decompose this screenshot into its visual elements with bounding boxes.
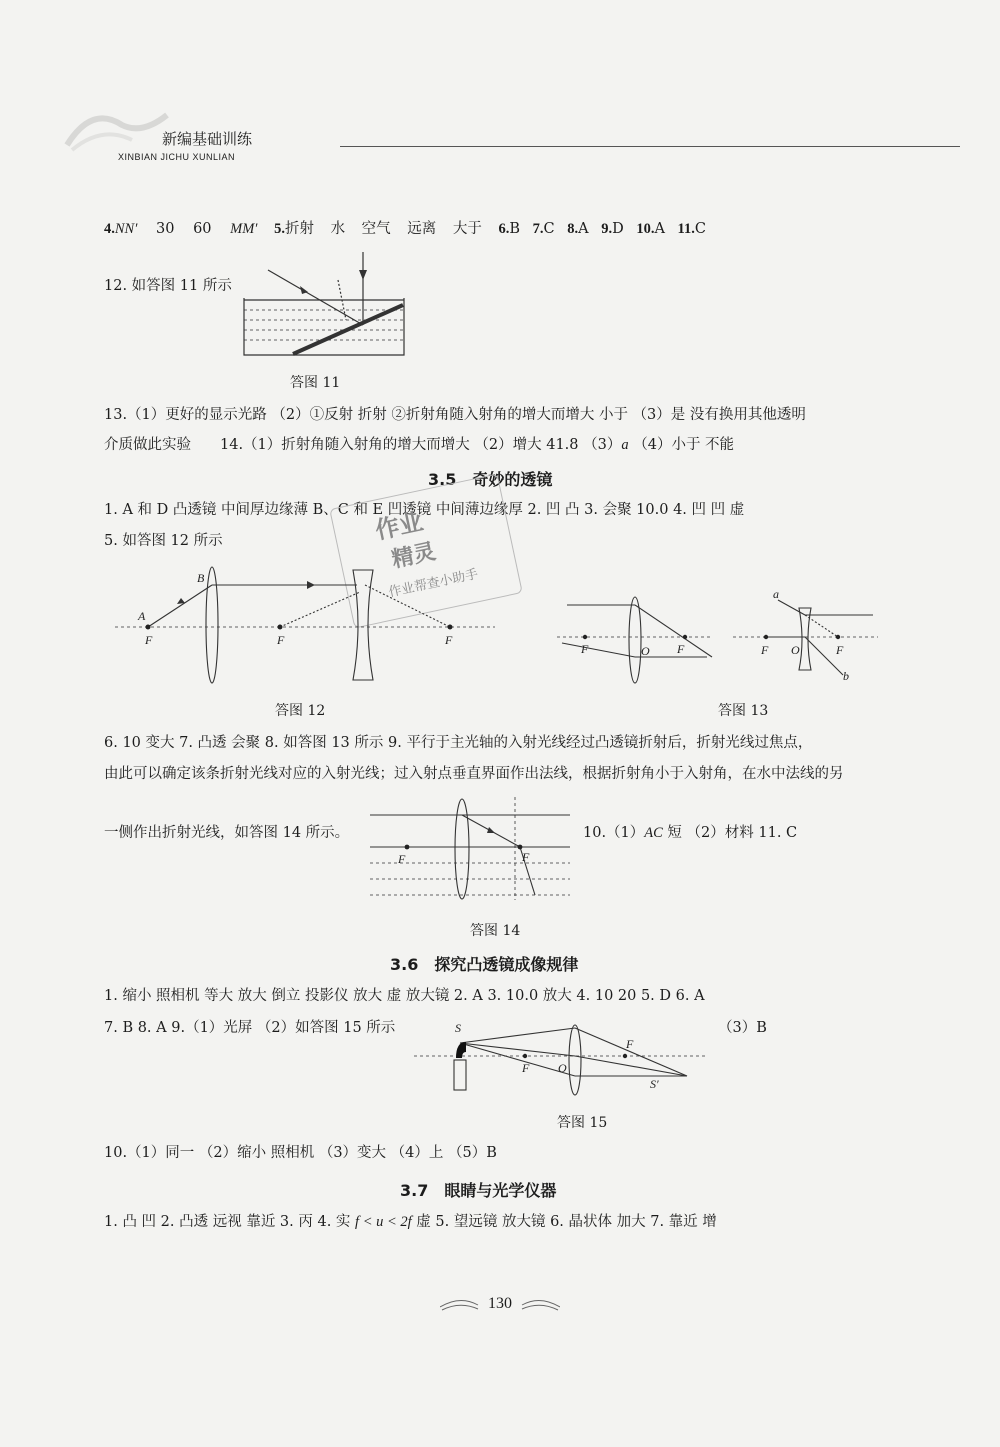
section-3-6-title: 3.6 探究凸透镜成像规律 bbox=[390, 955, 579, 974]
figure-12 bbox=[115, 560, 500, 690]
answer-12: 12. 如答图 11 所示 bbox=[104, 278, 232, 294]
figure-13-convex bbox=[557, 595, 717, 690]
caption-12: 答图 12 bbox=[275, 703, 326, 719]
svg-text:A: A bbox=[138, 609, 146, 623]
caption-13: 答图 13 bbox=[718, 703, 769, 719]
section-3-6-line-2: 7. B 8. A 9.（1）光屏 （2）如答图 15 所示 bbox=[104, 1020, 396, 1036]
header-ornament-icon bbox=[62, 95, 172, 155]
svg-text:F: F bbox=[145, 633, 153, 647]
page-ornament-right-icon bbox=[520, 1297, 560, 1311]
svg-text:F: F bbox=[677, 642, 685, 656]
figure-15 bbox=[412, 1018, 712, 1098]
figure-14 bbox=[365, 795, 575, 915]
header-title: 新编基础训练 bbox=[162, 130, 253, 148]
section-3-6-line-3: 10.（1）同一 （2）缩小 照相机 （3）变大 （4）上 （5）B bbox=[104, 1145, 497, 1161]
svg-text:F: F bbox=[445, 633, 453, 647]
svg-text:S′: S′ bbox=[650, 1077, 659, 1091]
svg-text:O: O bbox=[558, 1061, 567, 1075]
svg-text:B: B bbox=[197, 571, 205, 585]
figure-13-concave bbox=[733, 590, 883, 690]
section-3-6-line-1: 1. 缩小 照相机 等大 放大 倒立 投影仪 放大 虚 放大镜 2. A 3. 10.0 放大 4. 10 20 5. D 6. A bbox=[104, 988, 705, 1004]
answer-6-line-3: 一侧作出折射光线，如答图 14 所示。 bbox=[104, 825, 350, 841]
answer-10-line: 10.（1）AC 短 （2）材料 11. C bbox=[583, 825, 798, 841]
answer-13-line-1: 13.（1）更好的显示光路 （2）①反射 折射 ②折射角随入射角的增大而增大 小于 （3）是 没有换用其他透明 bbox=[104, 407, 806, 423]
figure-11 bbox=[238, 250, 413, 360]
answer-6-line-1: 6. 10 变大 7. 凸透 会聚 8. 如答图 13 所示 9. 平行于主光轴的入射光线经过凸透镜折射后，折射光线过焦点， bbox=[104, 735, 813, 751]
svg-text:F: F bbox=[522, 1061, 530, 1075]
section-3-7-line-1: 1. 凸 凹 2. 凸透 远视 靠近 3. 丙 4. 实 f < u < 2f 虚 5. 望远镜 放大镜 6. 晶状体 加大 7. 靠近 增 bbox=[104, 1214, 717, 1230]
page-number-area bbox=[440, 1293, 560, 1313]
section-3-5-title: 3.5 奇妙的透镜 bbox=[428, 470, 553, 489]
svg-text:S: S bbox=[455, 1021, 461, 1035]
answer-6-line-2: 由此可以确定该条折射光线对应的入射光线；过入射点垂直界面作出法线，根据折射角小于入射角，在水中法线的另 bbox=[104, 766, 844, 782]
watermark-stamp: 作业 精灵 作业帮查小助手 bbox=[329, 473, 523, 628]
svg-text:F: F bbox=[836, 643, 844, 657]
svg-text:b: b bbox=[843, 669, 849, 683]
caption-15: 答图 15 bbox=[557, 1115, 608, 1131]
page-number: 130 bbox=[488, 1295, 512, 1312]
answer-13-line-2: 介质做此实验 14.（1）折射角随入射角的增大而增大 （2）增大 41.8 （3）a （4）小于 不能 bbox=[104, 437, 735, 453]
header-rule bbox=[340, 146, 960, 147]
svg-text:F: F bbox=[761, 643, 769, 657]
section-3-5-line-2: 5. 如答图 12 所示 bbox=[104, 533, 223, 549]
svg-text:F: F bbox=[398, 852, 406, 866]
svg-text:a: a bbox=[773, 590, 779, 601]
svg-text:O: O bbox=[641, 644, 650, 658]
section-3-7-title: 3.7 眼睛与光学仪器 bbox=[400, 1181, 557, 1200]
section-3-6-line-2-right: （3）B bbox=[718, 1020, 767, 1036]
svg-text:F: F bbox=[626, 1037, 634, 1051]
svg-text:F: F bbox=[522, 850, 530, 864]
section-3-5-line-1: 1. A 和 D 凸透镜 中间厚边缘薄 B、C 和 E 凹透镜 中间薄边缘厚 2. 凹 凸 3. 会聚 10.0 4. 凹 凹 虚 bbox=[104, 502, 745, 518]
page-ornament-left-icon bbox=[440, 1297, 480, 1311]
answers-line-1: 4.NN′ 30 60 MM′ 5.折射 水 空气 远离 大于 6.B 7.C 8.A 9.D 10.A 11.C bbox=[104, 221, 706, 237]
svg-text:F: F bbox=[277, 633, 285, 647]
header-subtitle: XINBIAN JICHU XUNLIAN bbox=[118, 152, 236, 162]
svg-text:F: F bbox=[581, 642, 589, 656]
caption-11: 答图 11 bbox=[290, 375, 341, 391]
svg-text:O: O bbox=[791, 643, 800, 657]
caption-14: 答图 14 bbox=[470, 923, 521, 939]
